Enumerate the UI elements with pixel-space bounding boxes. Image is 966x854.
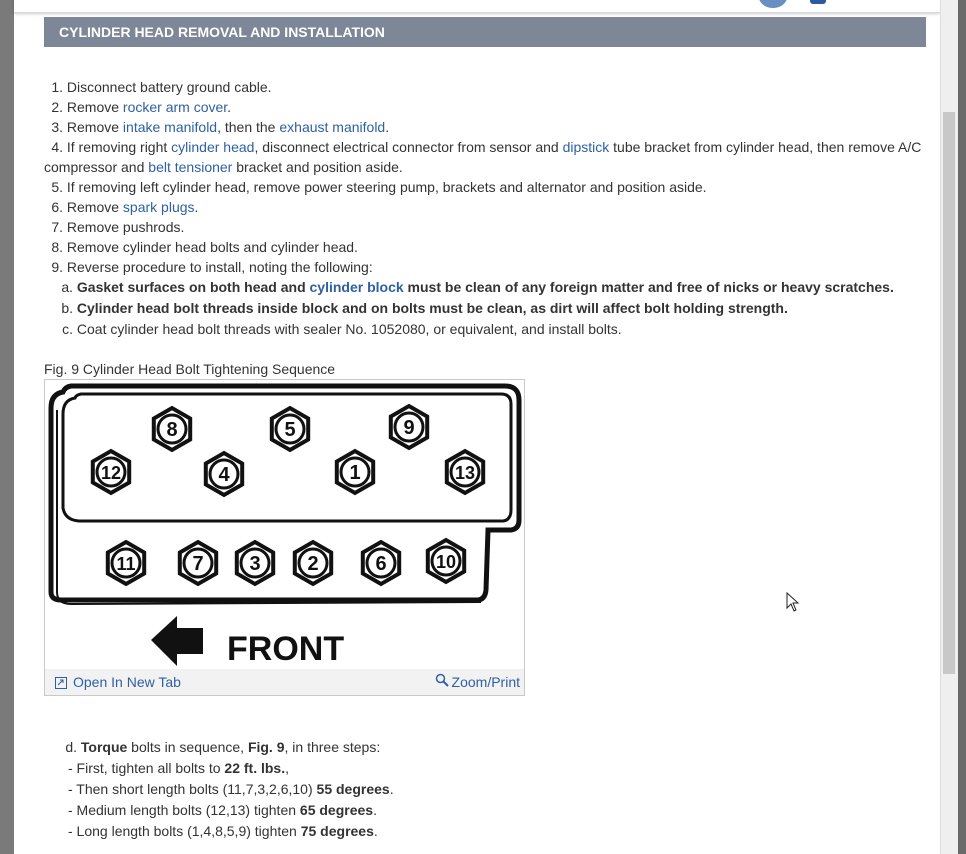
text-run: Fig. 9 xyxy=(247,739,285,755)
figure-caption: Fig. 9 Cylinder Head Bolt Tightening Sequence xyxy=(44,361,336,377)
text-run: Coat cylinder head bolt threads with sealer No. 1052080, or equivalent, and install bolts. xyxy=(76,321,622,337)
steps-list xyxy=(44,77,924,277)
text-run: Remove xyxy=(66,119,123,135)
bolt-number: 11 xyxy=(116,554,136,574)
bolt-number: 3 xyxy=(249,553,261,575)
open-new-tab-link[interactable] xyxy=(55,669,181,695)
text-run: tube bracket from cylinder head, then remove A/C compressor and xyxy=(44,139,922,175)
bolt-13 xyxy=(447,451,483,493)
step-number: c. xyxy=(62,321,73,337)
step-number: 3. xyxy=(51,119,63,135)
text-run: 55 degrees xyxy=(316,781,390,797)
text-run: , then the xyxy=(217,119,280,135)
text-run: . xyxy=(373,823,378,839)
open-new-tab-label: Open In New Tab xyxy=(73,674,181,690)
step-number: d. xyxy=(65,739,77,755)
bolt-number: 4 xyxy=(218,464,230,486)
bolts-group xyxy=(93,406,483,584)
step-number: 8. xyxy=(51,239,63,255)
step-item xyxy=(44,137,924,177)
text-run: bracket and position aside. xyxy=(232,159,403,175)
step-number: 1. xyxy=(51,79,63,95)
bolt-11 xyxy=(108,542,144,584)
window-left-edge xyxy=(0,0,14,854)
text-run: Cylinder head bolt threads inside block and on bolts must be clean, as dirt will affect bolt holding strength. xyxy=(76,300,788,316)
text-run: 75 degrees xyxy=(300,823,374,839)
bolt-9 xyxy=(391,406,427,448)
step-item xyxy=(44,177,924,197)
inline-link[interactable]: cylinder head xyxy=(171,139,255,155)
step-item xyxy=(44,237,924,257)
figure-actions xyxy=(45,669,524,695)
bolt-5 xyxy=(272,408,308,450)
bolt-12 xyxy=(93,451,129,493)
text-run: - Medium length bolts (12,13) tighten xyxy=(68,802,300,818)
step-item xyxy=(44,197,924,217)
text-run: If removing left cylinder head, remove power steering pump, brackets and alternator and position aside. xyxy=(66,179,707,195)
inline-link[interactable]: exhaust manifold xyxy=(279,119,386,135)
step-number: 6. xyxy=(51,199,63,215)
top-toolbar xyxy=(14,0,940,13)
torque-steps xyxy=(58,737,394,842)
scrollbar-thumb[interactable] xyxy=(943,112,955,674)
substeps-list xyxy=(44,277,924,340)
torque-items xyxy=(58,758,394,842)
open-new-tab-icon xyxy=(55,677,67,689)
step-item xyxy=(44,97,924,117)
front-arrow xyxy=(151,616,203,666)
text-run: Reverse procedure to install, noting the following: xyxy=(66,259,373,275)
substep-item xyxy=(44,319,924,340)
figure-box xyxy=(44,379,525,696)
step-item xyxy=(44,257,924,277)
text-run: Disconnect battery ground cable. xyxy=(66,79,272,95)
torque-lead-line xyxy=(58,737,394,758)
bolt-sequence-diagram[interactable] xyxy=(45,380,524,670)
magnifier-icon xyxy=(435,673,449,687)
step-number: b. xyxy=(61,300,73,316)
inline-link[interactable]: intake manifold xyxy=(122,119,218,135)
bolt-number: 13 xyxy=(454,463,476,483)
inline-link[interactable]: belt tensioner xyxy=(148,159,233,175)
text-run: . xyxy=(389,781,394,797)
bolt-7 xyxy=(180,542,216,584)
page-title: CYLINDER HEAD REMOVAL AND INSTALLATION xyxy=(44,17,926,47)
torque-item xyxy=(58,821,394,842)
text-run: . xyxy=(227,99,232,115)
text-run: - Long length bolts (1,4,8,5,9) tighten xyxy=(68,823,301,839)
bolt-2 xyxy=(295,542,331,584)
inline-link[interactable]: spark plugs xyxy=(122,199,195,215)
substep-item xyxy=(44,277,924,298)
inline-link[interactable]: rocker arm cover xyxy=(122,99,228,115)
bolt-number: 5 xyxy=(284,419,296,441)
text-run: Remove pushrods. xyxy=(66,219,185,235)
bolt-number: 1 xyxy=(349,462,361,484)
step-number: 2. xyxy=(51,99,63,115)
bolt-3 xyxy=(237,542,273,584)
bolt-number: 12 xyxy=(100,463,122,483)
front-label: FRONT xyxy=(227,630,345,668)
procedure-steps xyxy=(44,77,924,340)
bolt-number: 9 xyxy=(403,417,415,439)
text-run: . xyxy=(385,119,390,135)
bolt-8 xyxy=(154,408,190,450)
inline-link[interactable]: cylinder block xyxy=(309,279,404,295)
text-run: , disconnect electrical connector from sensor and xyxy=(254,139,563,155)
text-run: must be clean of any foreign matter and free of nicks or heavy scratches. xyxy=(403,279,894,295)
torque-item xyxy=(58,800,394,821)
step-number: 7. xyxy=(51,219,63,235)
text-run: Torque xyxy=(80,739,128,755)
bolt-number: 7 xyxy=(192,553,204,575)
zoom-print-label: Zoom/Print xyxy=(451,674,520,690)
text-run: - First, tighten all bolts to xyxy=(68,760,225,776)
text-run: bolts in sequence, xyxy=(127,739,248,755)
step-item xyxy=(44,217,924,237)
text-run: Remove cylinder head bolts and cylinder head. xyxy=(66,239,358,255)
substep-item xyxy=(44,298,924,319)
step-number: 9. xyxy=(51,259,63,275)
text-run: - Then short length bolts (11,7,3,2,6,10) xyxy=(68,781,317,797)
text-run: Remove xyxy=(66,99,123,115)
inline-link[interactable]: dipstick xyxy=(562,139,610,155)
zoom-print-link[interactable] xyxy=(435,669,520,695)
toolbar-icon[interactable] xyxy=(810,0,826,4)
text-run: 22 ft. lbs. xyxy=(224,760,286,776)
text-run: Gasket surfaces on both head and xyxy=(76,279,310,295)
step-number: 5. xyxy=(51,179,63,195)
window-right-edge xyxy=(958,0,966,854)
step-number: 4. xyxy=(51,139,63,155)
step-item xyxy=(44,77,924,97)
bolt-4 xyxy=(206,453,242,495)
bolt-number: 2 xyxy=(307,553,319,575)
mouse-cursor-icon xyxy=(786,592,800,612)
text-run: . xyxy=(373,802,377,818)
bolt-10 xyxy=(428,540,464,582)
avatar[interactable] xyxy=(758,0,788,8)
bolt-number: 8 xyxy=(166,419,178,441)
bolt-number: 10 xyxy=(435,552,457,572)
text-run: If removing right xyxy=(66,139,172,155)
torque-item xyxy=(58,758,394,779)
bolt-1 xyxy=(337,451,373,493)
text-run: Remove xyxy=(66,199,123,215)
torque-lead xyxy=(58,737,394,758)
step-item xyxy=(44,117,924,137)
text-run: , in three steps: xyxy=(284,739,381,755)
step-number: a. xyxy=(61,279,73,295)
torque-item xyxy=(58,779,394,800)
text-run: , xyxy=(285,760,289,776)
text-run: . xyxy=(194,199,199,215)
text-run: 65 degrees xyxy=(299,802,374,818)
bolt-6 xyxy=(363,542,399,584)
bolt-number: 6 xyxy=(375,553,387,575)
